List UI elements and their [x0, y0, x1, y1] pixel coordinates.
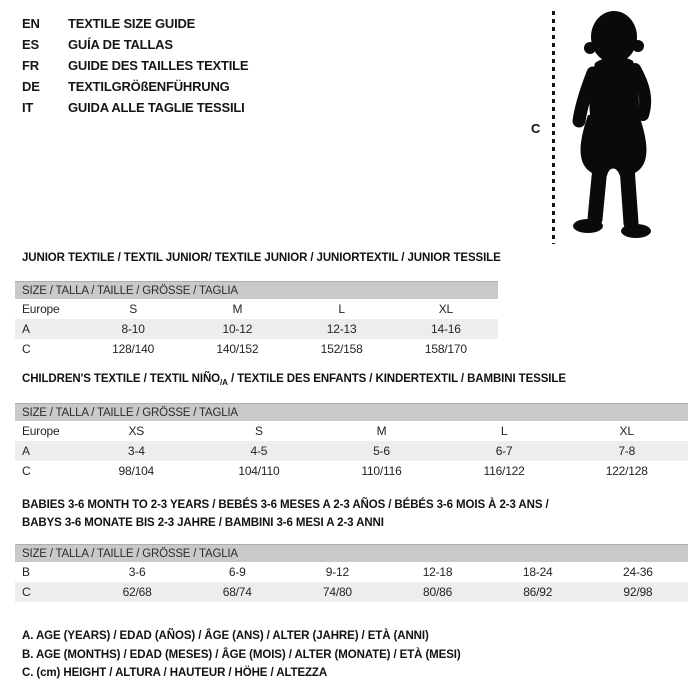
- children-size-table: [15, 403, 688, 481]
- section-title-babies: [22, 497, 682, 532]
- language-code: EN: [22, 16, 40, 31]
- table-row-height: [15, 339, 498, 359]
- size-cell: 6-9: [228, 565, 246, 579]
- row-label-cell: B: [22, 565, 30, 579]
- size-cell: XL: [438, 302, 454, 316]
- row-label-cell: C: [22, 464, 31, 478]
- size-cell: 6-7: [443, 441, 566, 461]
- table-row-europe: [15, 421, 688, 441]
- size-cell: 98/104: [118, 464, 155, 478]
- size-cell: 116/122: [483, 464, 525, 478]
- section-title-children-main: CHILDREN'S TEXTILE / TEXTIL NIÑO: [22, 373, 221, 385]
- language-code: DE: [22, 79, 40, 94]
- table-header-row: [15, 404, 688, 422]
- table-row-age: [15, 319, 498, 339]
- size-cell: 110/116: [361, 464, 402, 478]
- size-cell: 68/74: [187, 582, 287, 602]
- language-row-de: [22, 76, 248, 97]
- footnote-height: C. (cm) HEIGHT / ALTURA / HAUTEUR / HÖHE / ALTEZZA: [22, 667, 328, 679]
- language-code: FR: [22, 58, 39, 73]
- table-header-row: [15, 282, 498, 300]
- size-cell: 74/80: [287, 582, 387, 602]
- language-code: ES: [22, 37, 39, 52]
- size-cell: 3-6: [128, 565, 146, 579]
- size-cell: 86/92: [488, 582, 588, 602]
- row-label-cell: C: [15, 582, 87, 602]
- size-cell: S: [254, 424, 263, 438]
- language-row-en: [22, 13, 248, 34]
- size-cell: 128/140: [112, 342, 155, 356]
- section-title-babies-line2: BABYS 3-6 MONATE BIS 2-3 JAHRE / BAMBINI 3-6 MESI A 2-3 ANNI: [22, 516, 384, 529]
- size-cell: 12-13: [290, 319, 394, 339]
- baby-silhouette-icon: [564, 7, 666, 243]
- size-cell: L: [500, 424, 508, 438]
- language-title: GUIDE DES TAILLES TEXTILE: [68, 58, 249, 73]
- section-title-children-sub: /A: [220, 378, 228, 387]
- language-title: TEXTILE SIZE GUIDE: [68, 16, 196, 31]
- babies-size-table: [15, 544, 688, 602]
- section-title-children-rest: / TEXTILE DES ENFANTS / KINDERTEXTIL / BAMBINI TESSILE: [227, 373, 566, 385]
- height-measure-dashed-line: [552, 11, 555, 244]
- size-cell: 62/68: [87, 582, 187, 602]
- section-title-babies-line1: BABIES 3-6 MONTH TO 2-3 YEARS / BEBÉS 3-6 MESES A 2-3 AÑOS / BÉBÉS 3-6 MOIS À 2-3 ANS /: [22, 499, 549, 511]
- size-cell: 4-5: [198, 441, 321, 461]
- row-label-cell: C: [22, 342, 31, 356]
- size-cell: XL: [619, 424, 634, 438]
- size-cell: 8-10: [81, 319, 185, 339]
- footnote-list: [22, 627, 461, 683]
- size-cell: 9-12: [325, 565, 349, 579]
- size-cell: 10-12: [185, 319, 289, 339]
- size-cell: M: [232, 302, 243, 316]
- size-cell: 3-4: [75, 441, 198, 461]
- row-label-cell: A: [15, 319, 81, 339]
- size-cell: 140/152: [216, 342, 259, 356]
- language-title: GUÍA DE TALLAS: [68, 37, 173, 52]
- row-label-cell: Europe: [22, 302, 60, 316]
- language-title: GUIDA ALLE TAGLIE TESSILI: [68, 100, 245, 115]
- size-cell: 92/98: [588, 582, 688, 602]
- table-row-height: [15, 582, 688, 602]
- size-cell: XS: [128, 424, 145, 438]
- height-measure-label: C: [531, 121, 541, 136]
- size-cell: L: [338, 302, 345, 316]
- size-cell: M: [376, 424, 387, 438]
- table-row-height: [15, 461, 688, 481]
- size-cell: 80/86: [387, 582, 487, 602]
- junior-size-table: [15, 281, 498, 359]
- footnote-age-years: A. AGE (YEARS) / EDAD (AÑOS) / ÂGE (ANS) / ALTER (JAHRE) / ETÀ (ANNI): [22, 630, 429, 642]
- language-title: TEXTILGRÖßENFÜHRUNG: [68, 79, 230, 94]
- size-cell: 18-24: [522, 565, 553, 579]
- row-label-cell: Europe: [22, 424, 60, 438]
- language-row-fr: [22, 55, 248, 76]
- size-cell: 24-36: [623, 565, 653, 579]
- size-header-cell: SIZE / TALLA / TAILLE / GRÖSSE / TAGLIA: [15, 282, 498, 300]
- language-code: IT: [22, 100, 34, 115]
- size-cell: 14-16: [394, 319, 498, 339]
- size-cell: 12-18: [422, 565, 453, 579]
- language-row-es: [22, 34, 248, 55]
- size-header-cell: SIZE / TALLA / TAILLE / GRÖSSE / TAGLIA: [15, 404, 688, 422]
- table-row-europe: [15, 299, 498, 319]
- table-row-age: [15, 441, 688, 461]
- size-cell: 104/110: [238, 464, 280, 478]
- table-header-row: [15, 545, 688, 563]
- section-title-junior: JUNIOR TEXTILE / TEXTIL JUNIOR/ TEXTILE JUNIOR / JUNIORTEXTIL / JUNIOR TESSILE: [22, 252, 501, 264]
- size-cell: 7-8: [565, 441, 688, 461]
- language-row-it: [22, 97, 248, 118]
- table-row-months: [15, 562, 688, 582]
- size-header-cell: SIZE / TALLA / TAILLE / GRÖSSE / TAGLIA: [15, 545, 688, 563]
- size-cell: 158/170: [424, 342, 467, 356]
- size-cell: 122/128: [605, 464, 648, 478]
- language-title-list: [22, 13, 248, 118]
- size-cell: 5-6: [320, 441, 443, 461]
- footnote-age-months: B. AGE (MONTHS) / EDAD (MESES) / ÂGE (MOIS) / ALTER (MONATE) / ETÀ (MESI): [22, 648, 461, 661]
- size-cell: S: [129, 302, 138, 316]
- row-label-cell: A: [15, 441, 75, 461]
- size-cell: 152/158: [320, 342, 363, 356]
- section-title-children: [22, 373, 566, 387]
